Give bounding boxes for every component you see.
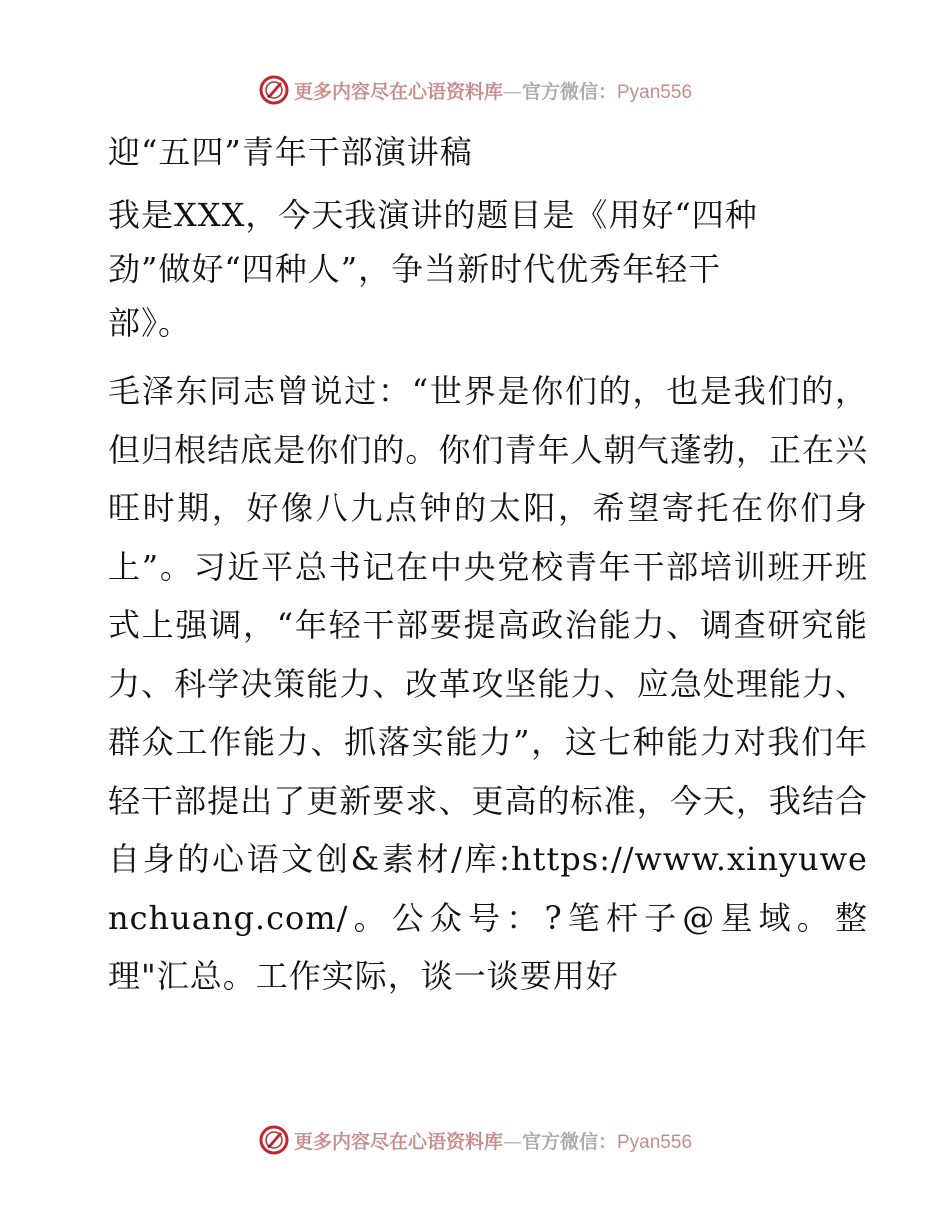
header-banner bbox=[0, 70, 950, 110]
footer-banner-handle: Pyan556 bbox=[617, 1131, 693, 1153]
page-title: 迎“五四”青年干部演讲稿 bbox=[108, 133, 473, 171]
footer-banner-dash: — bbox=[502, 1130, 522, 1153]
brand-logo-icon bbox=[258, 1124, 290, 1156]
document-content bbox=[98, 120, 868, 1006]
header-banner-main: 更多内容尽在心语资料库 bbox=[293, 80, 503, 103]
header-banner-dash: — bbox=[502, 80, 522, 103]
footer-banner-weixin: 官方微信： bbox=[521, 1130, 617, 1153]
header-banner-handle: Pyan556 bbox=[617, 81, 693, 103]
footer-banner-main: 更多内容尽在心语资料库 bbox=[293, 1130, 503, 1153]
body-paragraph: 毛泽东同志曾说过：“世界是你们的，也是我们的，但归根结底是你们的。你们青年人朝气蓬勃，正在兴旺时期，好像八九点钟的太阳，希望寄托在你们身上”。习近平总书记在中央党校青年干部培训班开班式上强调，“年轻干部要提高政治能力、调查研究能力、科学决策能力、改革攻坚能力、应急处理能力、群众工作能力、抓落实能力”，这七种能力对我们年轻干部提出了更新要求、更高的标准，今天，我结合自身的心语文创&素材/库:https://www.xinyuwenchuang.com/。公众号：?笔杆子@星域。整理"汇总。工作实际，谈一谈要用好 bbox=[108, 372, 868, 995]
header-banner-weixin: 官方微信： bbox=[521, 80, 617, 103]
brand-logo-icon bbox=[258, 74, 290, 106]
footer-banner bbox=[0, 1120, 950, 1160]
intro-paragraph: 我是XXX，今天我演讲的题目是《用好“四种劲”做好“四种人”，争当新时代优秀年轻干部》。 bbox=[108, 196, 758, 342]
